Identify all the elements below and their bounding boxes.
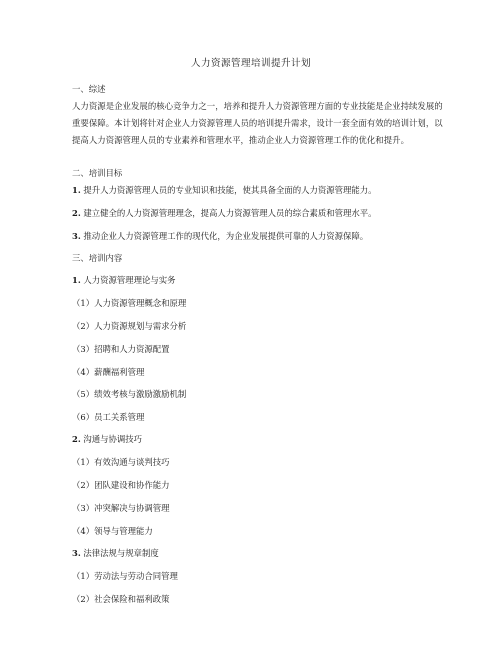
content-item: （6）员工关系管理: [72, 412, 145, 422]
content-item: （1）劳动法与劳动合同管理: [72, 571, 178, 581]
section2-heading: 二、培训目标: [72, 168, 123, 178]
content-item: （4）薪酬福利管理: [72, 367, 145, 377]
goal-item: [72, 182, 444, 199]
goal-text: 建立健全的人力资源管理理念，提高人力资源管理人员的综合素质和管理水平。: [83, 208, 377, 218]
content-group-title: [72, 545, 444, 562]
content-item: （4）领导与管理能力: [72, 526, 153, 536]
content-item: （1）人力资源管理概念和原理: [72, 298, 187, 308]
goal-number: 1.: [72, 185, 81, 195]
content-item: （5）绩效考核与激励激励机制: [72, 389, 187, 399]
document-title: 人力资源管理培训提升计划: [190, 58, 311, 69]
goal-number: 3.: [72, 231, 81, 241]
goal-text: 提升人力资源管理人员的专业知识和技能，使其具备全面的人力资源管理能力。: [83, 185, 377, 195]
group-title-text: 法律法规与规章制度: [83, 548, 159, 558]
group-title-text: 人力资源管理理论与实务: [83, 275, 176, 285]
content-item: （2）团队建设和协作能力: [72, 480, 170, 490]
content-item: （3）招聘和人力资源配置: [72, 344, 170, 354]
section3-heading: 三、培训内容: [72, 253, 123, 263]
group-number: 2.: [72, 434, 81, 444]
goal-text: 推动企业人力资源管理工作的现代化，为企业发展提供可靠的人力资源保障。: [83, 231, 369, 241]
content-item: （2）人力资源规划与需求分析: [72, 321, 187, 331]
section1-heading: 一、综述: [72, 84, 106, 94]
group-title-text: 沟通与协调技巧: [83, 434, 143, 444]
content-group-title: [72, 431, 444, 448]
goal-number: 2.: [72, 208, 81, 218]
group-number: 3.: [72, 548, 81, 558]
goal-item: [72, 205, 444, 222]
goal-item: [72, 228, 444, 245]
content-item: （1）有效沟通与谈判技巧: [72, 457, 170, 467]
section1-paragraph: 人力资源是企业发展的核心竞争力之一，培养和提升人力资源管理方面的专业技能是企业持续发展的重要保障。本计划将针对企业人力资源管理人员的培训提升需求，设计一套全面有效的培训计划，以提高人力资源管理人员的专业素养和管理水平，推动企业人力资源管理工作的优化和提升。: [72, 101, 443, 145]
content-item: （3）冲突解决与协调管理: [72, 503, 170, 513]
group-number: 1.: [72, 275, 81, 285]
content-group-title: [72, 272, 444, 289]
content-item: （2）社会保险和福利政策: [72, 594, 170, 604]
